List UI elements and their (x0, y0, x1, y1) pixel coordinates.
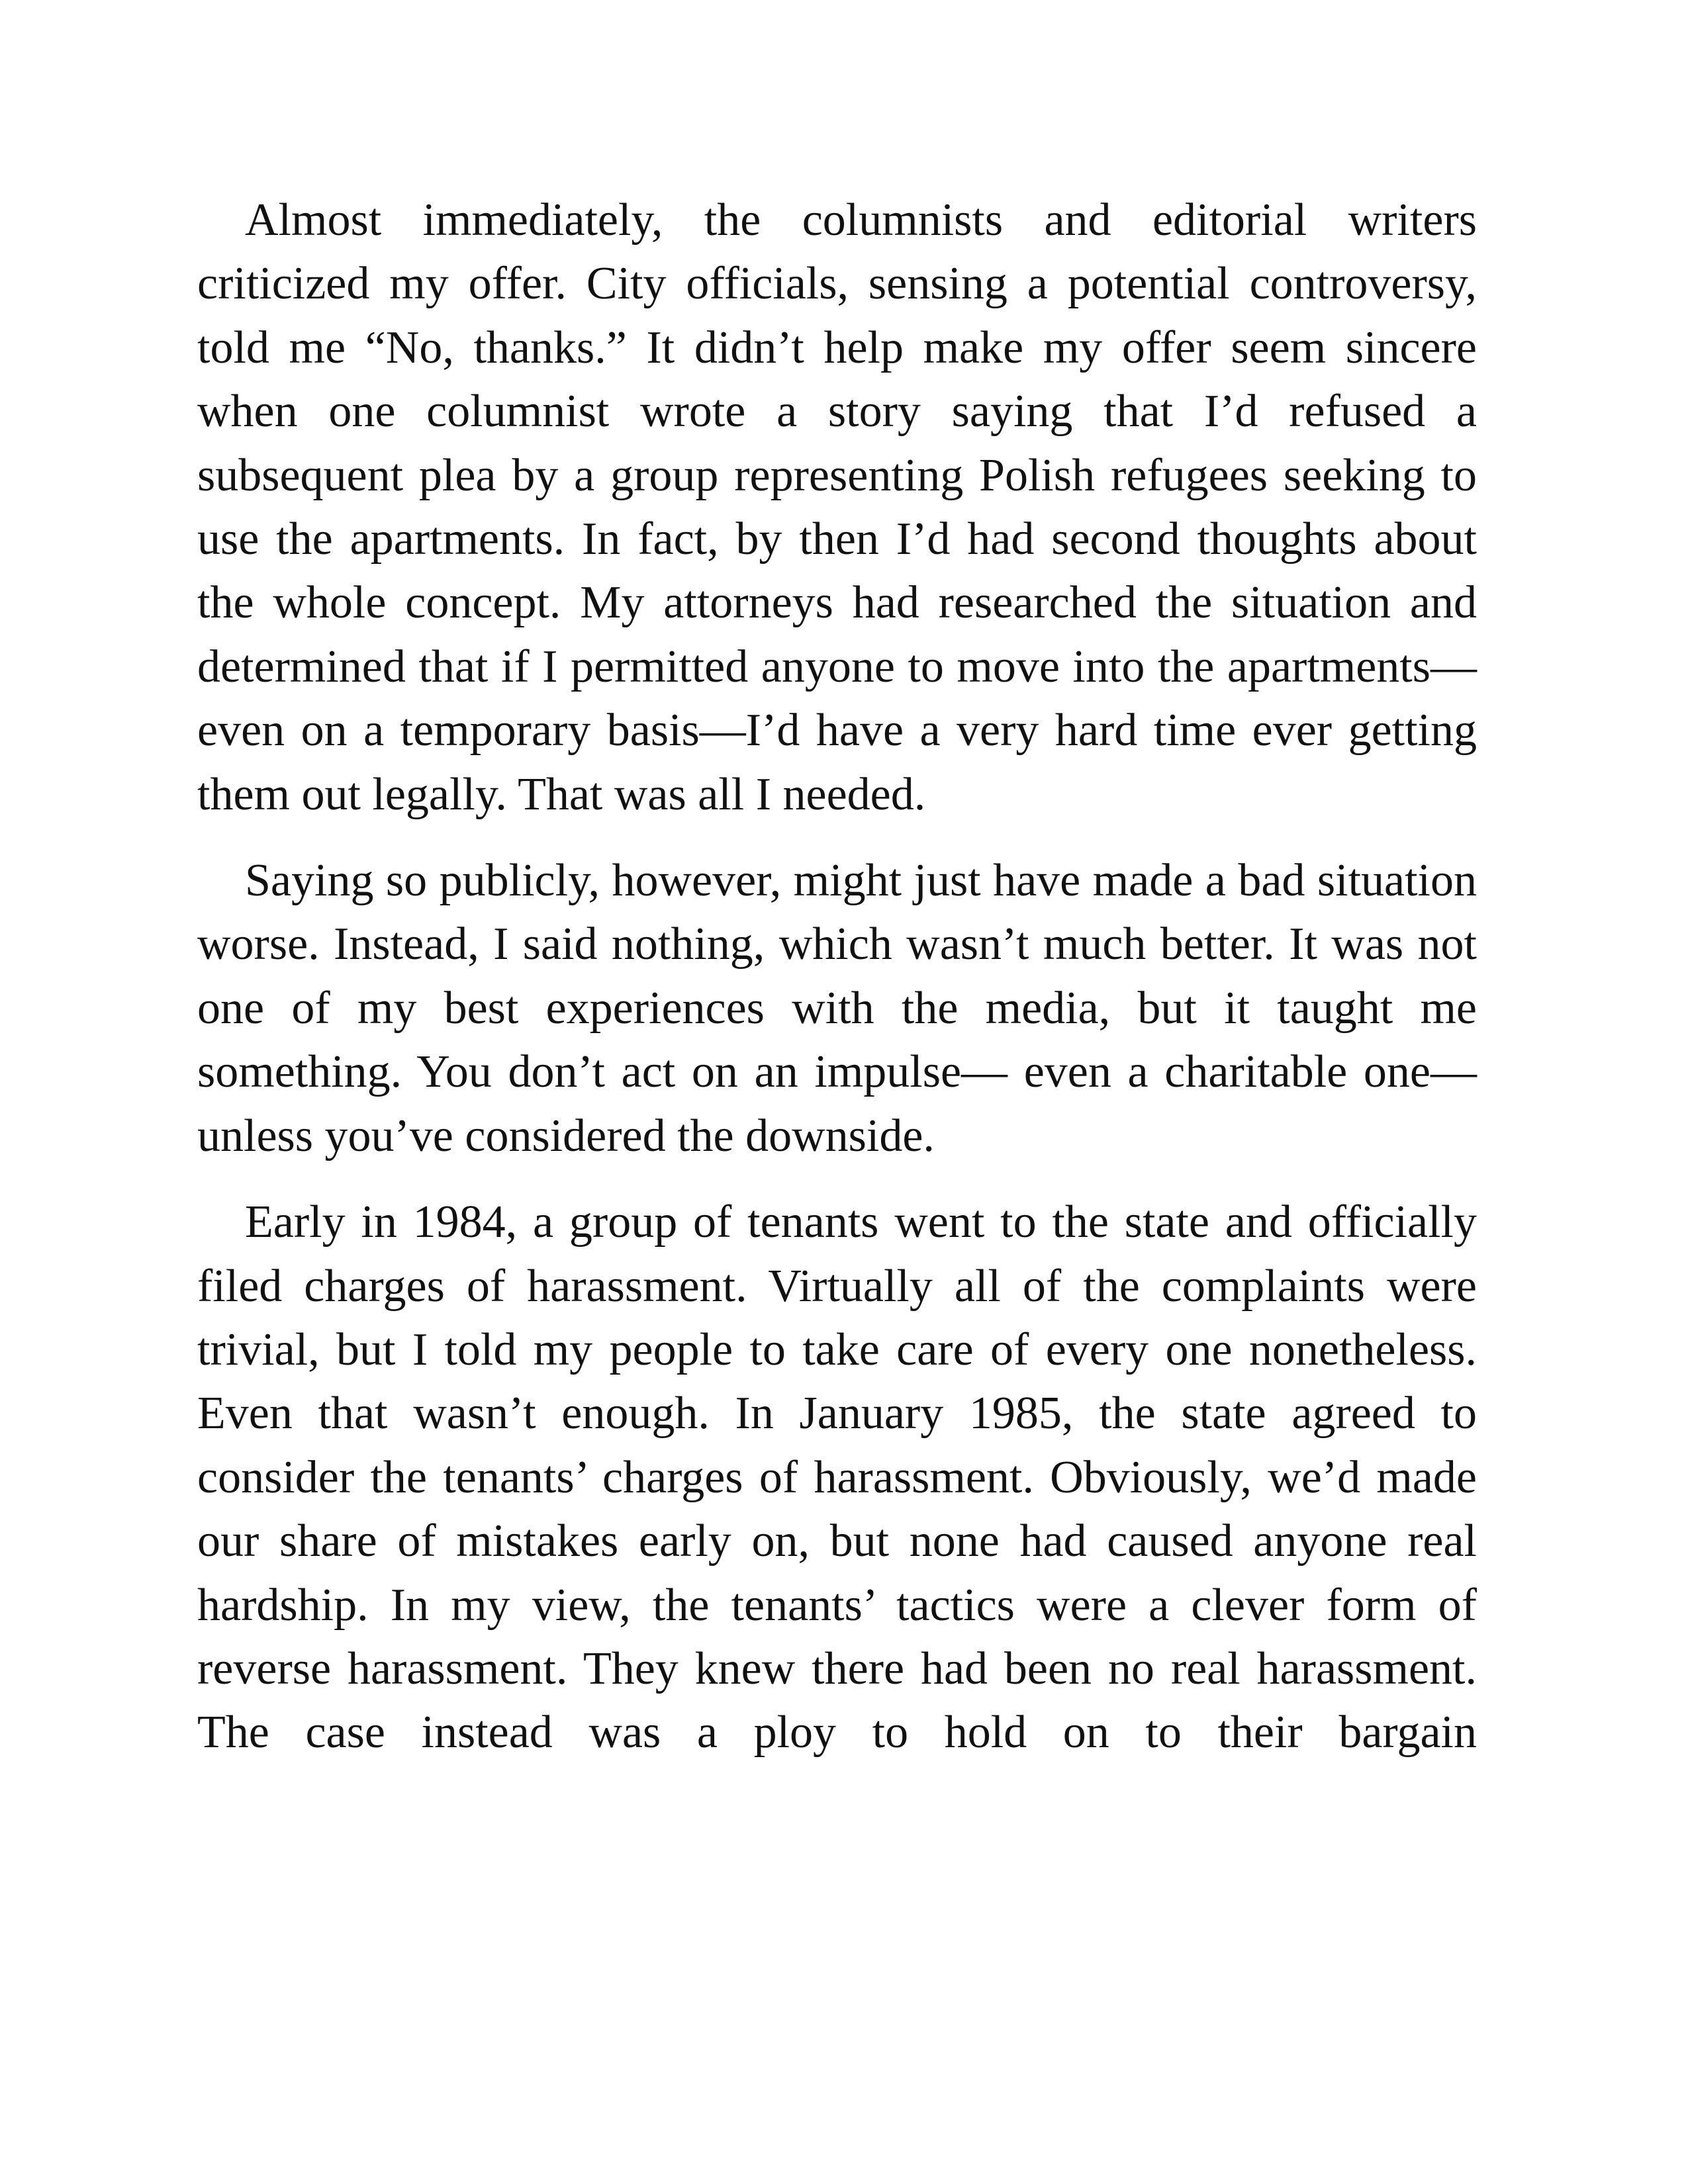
paragraph-3: Early in 1984, a group of tenants went to the state and officially filed charges of harassment. Virtually all of the complaints were trivial, but I told my people to take care of every one nonetheless. Even that wasn’t enough. In January 1985, the state agreed to consider the tenants’ charges of harassment. Obviously, we’d made our share of mistakes early on, but none had caused anyone real hardship. In my view, the tenants’ tactics were a clever form of reverse harassment. They knew there had been no real harassment. The case instead was a ploy to hold on to their bargain (197, 1197, 1477, 1758)
paragraph-1: Almost immediately, the columnists and editorial writers criticized my offer. City officials, sensing a potential controversy, told me “No, thanks.” It didn’t help make my offer seem sincere when one columnist wrote a story saying that I’d refused a subsequent plea by a group representing Polish refugees seeking to use the apartments. In fact, by then I’d had second thoughts about the whole concept. My attorneys had researched the situation and determined that if I permitted anyone to move into the apartments—even on a temporary basis—I’d have a very hard time ever getting them out legally. That was all I needed. (197, 195, 1477, 820)
paragraph-2: Saying so publicly, however, might just have made a bad situation worse. Instead, I said nothing, which wasn’t much better. It was not one of my best experiences with the media, but it taught me something. You don’t act on an impulse— even a charitable one—unless you’ve considered the downside. (197, 855, 1477, 1161)
document-page (197, 189, 1477, 1788)
